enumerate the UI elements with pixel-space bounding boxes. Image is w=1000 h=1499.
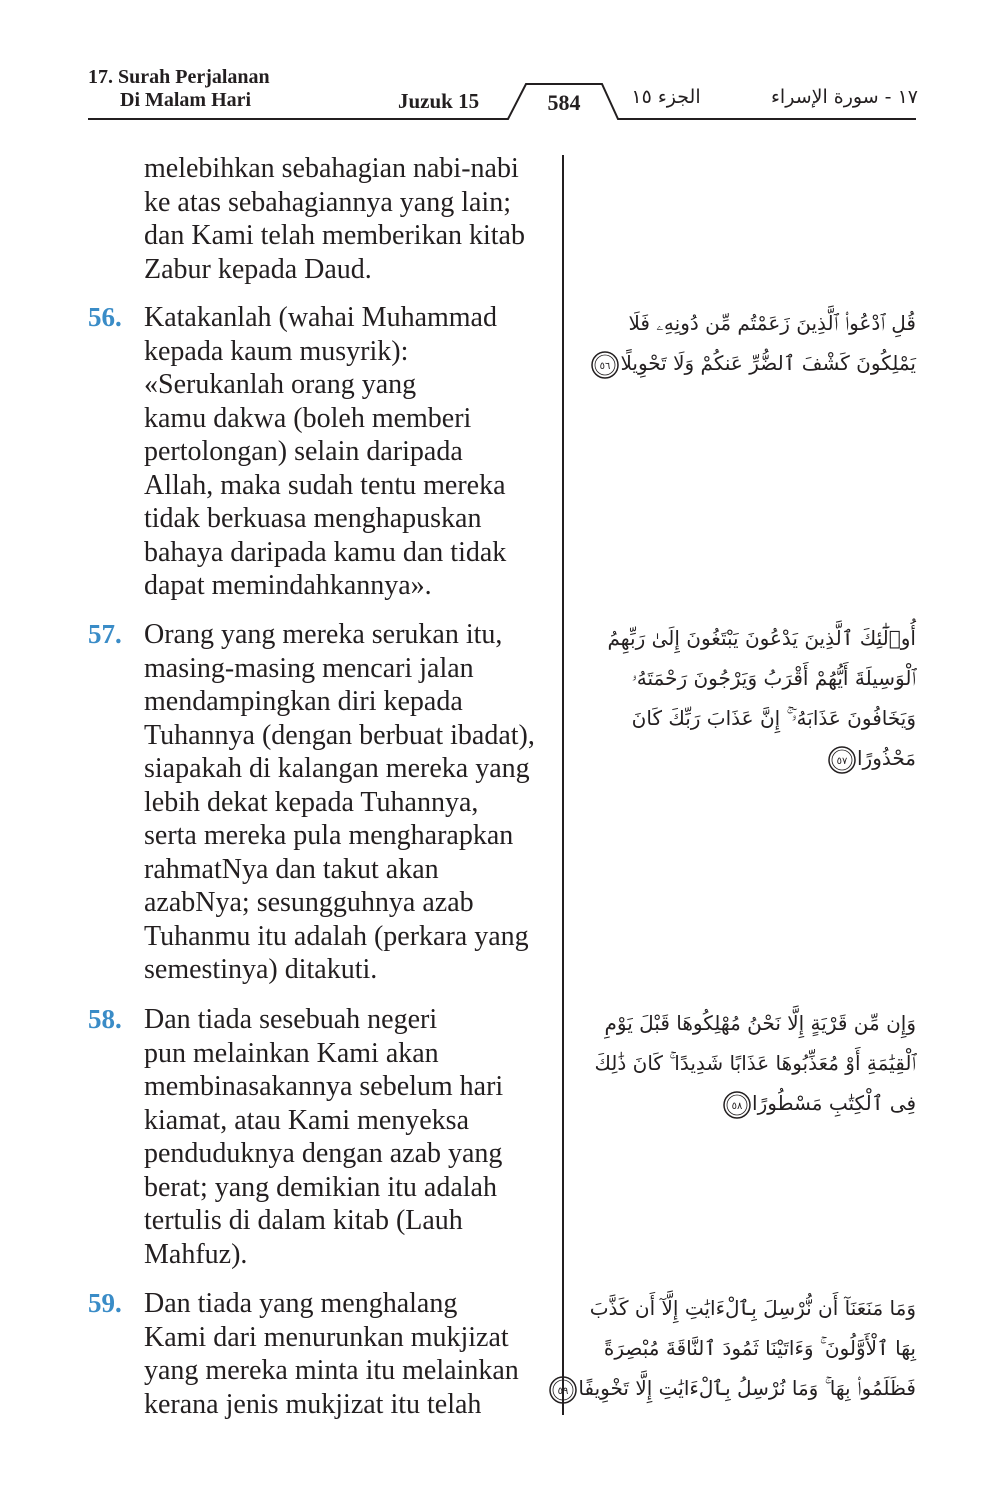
header-arabic-surah: ١٧ - سورة الإسراء	[771, 86, 918, 108]
header-surah-name: Di Malam Hari	[120, 89, 252, 111]
header-surah-number: 17. Surah Perjalanan	[88, 66, 270, 88]
header-juzuk: Juzuk 15	[398, 89, 480, 113]
header-rule	[0, 0, 1000, 130]
verse-59-translation: Dan tiada yang menghalang Kami dari menurunkan mukjizat yang mereka minta itu melainkan kerana jenis mukjizat itu telah	[144, 1288, 519, 1420]
page-number: 584	[547, 90, 581, 115]
verse-58-arabic: وَإِن مِّن قَرْيَةٍ إِلَّا نَحْنُ مُهْلِكُوهَا قَبْلَ يَوْمِ ٱلْقِيَٰمَةِ أَوْ مُعَذِّبُوهَا عَذَابًا شَدِيدًا ۚ كَانَ ذَٰلِكَ فِى ٱلْكِتَٰبِ مَسْطُورًا ٥٨	[576, 1003, 916, 1123]
verse-59-arabic: وَمَا مَنَعَنَآ أَن نُّرْسِلَ بِٱلْءَايَٰتِ إِلَّآ أَن كَذَّبَ بِهَا ٱلْأَوَّلُونَ ۚ وَءَاتَيْنَا ثَمُودَ ٱلنَّاقَةَ مُبْصِرَةً فَظَلَمُوا۟ بِهَا ۚ وَمَا نُرْسِلُ بِٱلْءَايَٰتِ إِلَّا تَخْوِيفًا ٥٩	[576, 1288, 916, 1408]
continuation-text: melebihkan sebahagian nabi-nabi ke atas sebahagiannya yang lain; dan Kami telah memberikan kitab Zabur kepada Daud.	[144, 153, 525, 285]
header-arabic-juz: الجزء ١٥	[631, 86, 701, 108]
verse-number-57: 57.	[88, 619, 122, 649]
ayah-end-marker-icon	[722, 1090, 752, 1120]
verse-number-58: 58.	[88, 1004, 122, 1034]
verse-57-arabic: أُو۟لَٰٓئِكَ ٱلَّذِينَ يَدْعُونَ يَبْتَغُونَ إِلَىٰ رَبِّهِمُ ٱلْوَسِيلَةَ أَيُّهُمْ أَقْرَبُ وَيَرْجُونَ رَحْمَتَهُۥ وَيَخَافُونَ عَذَابَهُۥٓ ۚ إِنَّ عَذَابَ رَبِّكَ كَانَ مَحْذُورًا ٥٧	[576, 618, 916, 778]
svg-text:٥٨: ٥٨	[731, 1100, 743, 1112]
verse-56-translation: Katakanlah (wahai Muhammad kepada kaum musyrik): «Serukanlah orang yang kamu dakwa (boleh memberi pertolongan) selain daripada Allah, maka sudah tentu mereka tidak berkuasa menghapuskan bahaya daripada kamu dan tidak dapat memindahkannya».	[144, 302, 507, 601]
column-divider	[562, 155, 564, 1415]
verse-56-arabic: قُلِ ٱدْعُوا۟ ٱلَّذِينَ زَعَمْتُم مِّن دُونِهِۦ فَلَا يَمْلِكُونَ كَشْفَ ٱلضُّرِّ عَنكُمْ وَلَا تَحْوِيلًا ٥٦	[576, 303, 916, 383]
ayah-end-marker-icon	[590, 350, 620, 380]
svg-text:٥٦: ٥٦	[600, 360, 611, 372]
verse-number-59: 59.	[88, 1288, 122, 1318]
verse-58-translation: Dan tiada sesebuah negeri pun melainkan Kami akan membinasakannya sebelum hari kiamat, atau Kami menyeksa penduduknya dengan azab yang berat; yang demikian itu adalah tertulis di dalam kitab (Lauh Mahfuz).	[144, 1004, 504, 1270]
svg-text:٥٧: ٥٧	[836, 755, 848, 767]
verse-number-56: 56.	[88, 302, 122, 332]
ayah-end-marker-icon	[548, 1375, 578, 1405]
svg-text:٥٩: ٥٩	[558, 1385, 569, 1397]
verse-57-translation: Orang yang mereka serukan itu, masing-masing mencari jalan mendampingkan diri kepada Tuhannya (dengan berbuat ibadat), siapakah di kalangan mereka yang lebih dekat kepada Tuhannya, serta mereka pula mengharapkan rahmatNya dan takut akan azabNya; sesungguhnya azab Tuhanmu itu adalah (perkara yang semestinya) ditakuti.	[144, 619, 535, 985]
ayah-end-marker-icon	[827, 745, 857, 775]
